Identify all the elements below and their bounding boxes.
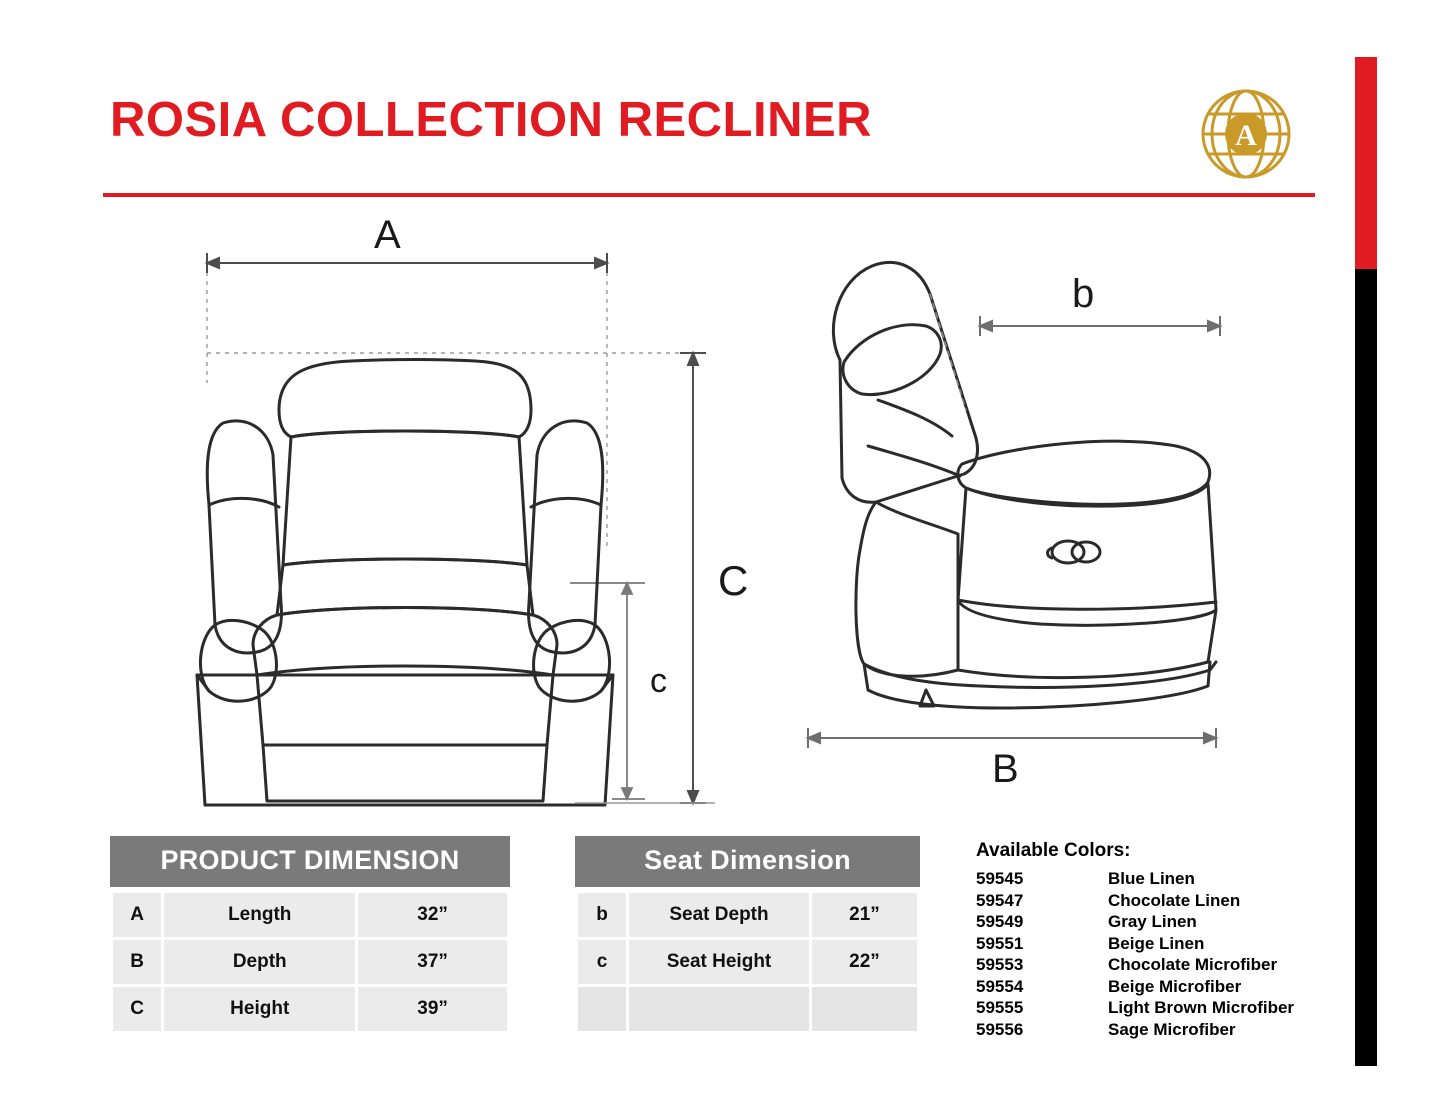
table-row — [113, 893, 507, 937]
dimension-name: Seat Height — [629, 940, 809, 984]
dimension-value: 21” — [812, 893, 917, 937]
dimension-value: 37” — [358, 940, 507, 984]
table-row — [113, 940, 507, 984]
dimension-name: Height — [164, 987, 355, 1031]
color-code: 59553 — [976, 955, 1024, 974]
list-item — [976, 911, 1321, 933]
product-dimension-title: PRODUCT DIMENSION — [110, 836, 510, 887]
dimension-key: b — [578, 893, 626, 937]
dimension-value: 39” — [358, 987, 507, 1031]
list-item — [976, 997, 1321, 1019]
color-code: 59556 — [976, 1019, 1024, 1039]
dimension-value — [812, 987, 917, 1031]
list-item — [976, 933, 1321, 955]
color-name: Gray Linen — [1108, 912, 1197, 931]
color-code: 59555 — [976, 998, 1024, 1017]
dimension-name — [629, 987, 809, 1031]
dimension-label-B: B — [992, 747, 1019, 791]
dimension-key: B — [113, 940, 161, 984]
dimension-name: Seat Depth — [629, 893, 809, 937]
dimension-label-c-seat-height: c — [650, 662, 667, 700]
list-item — [976, 1019, 1321, 1041]
title-divider — [103, 193, 1315, 197]
list-item — [976, 868, 1321, 890]
dimension-key — [578, 987, 626, 1031]
right-edge-red-bar — [1355, 57, 1377, 269]
dimension-name: Depth — [164, 940, 355, 984]
available-colors-list — [976, 840, 1321, 1040]
dimension-label-b-seat-depth: b — [1072, 272, 1095, 316]
list-item — [976, 954, 1321, 976]
color-name: Chocolate Microfiber — [1108, 955, 1278, 974]
color-code: 59545 — [976, 869, 1024, 888]
right-edge-black-bar — [1355, 269, 1377, 1066]
color-name: Light Brown Microfiber — [1108, 998, 1295, 1017]
list-item — [976, 890, 1321, 912]
table-row-empty — [578, 987, 917, 1031]
color-name: Beige Microfiber — [1108, 976, 1242, 996]
dimension-value: 32” — [358, 893, 507, 937]
dimension-key: C — [113, 987, 161, 1031]
seat-dimension-title: Seat Dimension — [575, 836, 920, 887]
side-view-recliner-drawing — [780, 250, 1250, 785]
color-name: Sage Microfiber — [1108, 1019, 1236, 1039]
dimension-key: A — [113, 893, 161, 937]
color-code: 59554 — [976, 976, 1024, 996]
dimension-key: c — [578, 940, 626, 984]
color-code: 59551 — [976, 933, 1024, 953]
dimension-label-A: A — [374, 213, 401, 257]
list-item — [976, 976, 1321, 998]
available-colors-title: Available Colors: — [976, 840, 1131, 861]
table-row — [578, 893, 917, 937]
svg-text:A: A — [1235, 119, 1257, 152]
globe-letter-a-logo-icon — [1200, 88, 1292, 180]
seat-dimension-table — [575, 836, 920, 1034]
dimension-label-C: C — [718, 557, 749, 604]
color-name: Beige Linen — [1108, 933, 1205, 953]
color-name: Chocolate Linen — [1108, 890, 1241, 910]
color-code: 59549 — [976, 912, 1024, 931]
dimension-name: Length — [164, 893, 355, 937]
dimension-value: 22” — [812, 940, 917, 984]
table-row — [578, 940, 917, 984]
table-row — [113, 987, 507, 1031]
color-name: Blue Linen — [1108, 869, 1195, 888]
color-code: 59547 — [976, 890, 1024, 910]
product-dimension-table — [110, 836, 510, 1034]
front-view-recliner-drawing — [175, 205, 755, 830]
page-title: ROSIA COLLECTION RECLINER — [110, 93, 873, 147]
